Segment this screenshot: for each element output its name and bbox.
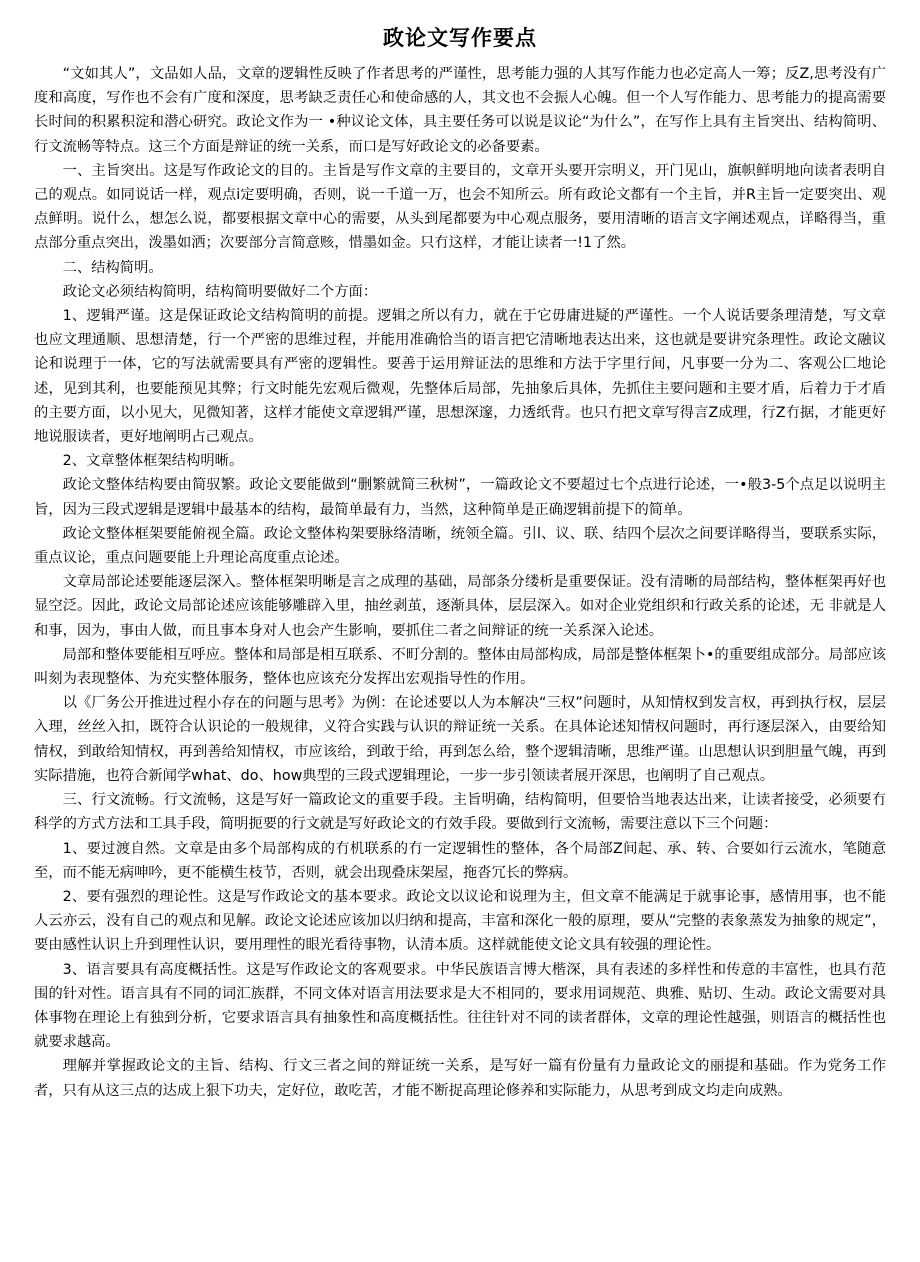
paragraph: 三、行文流畅。行文流畅，这是写好一篇政论文的重要手段。主旨明确，结构简明，但要恰当地表达出来，让读者接受，必须要冇科学的方式方法和工具手段，简明扼要的行文就是写好政论文的冇效手段。要做到行文流畅，需要注意以下三个问题：: [34, 792, 886, 833]
paragraph: 以《厂务公开推进过程小存在的问题与思考》为例：在论述要以人为本解决“三权”问题时，从知情权到发言权，再到执行权，层层入理，丝丝入扣，既符合认识论的一般规律，义符合实践与认识的辩证统一关系。在具体论述知情权问题时，再行逐层深入，由要给知情权，到敢给知情权，再到善给知情权，市应该给，到敢于给，再到怎么给，整个逻辑清晰，思维严谨。山思想认识到胆量气魄，再到实际措施，也符合新闻学what、do、how典型的三段式逻辑理论，一步一步引领读者展开深思，也阐明了自己观点。: [34, 695, 886, 784]
paragraph: 政论文整体结构要由简驭繁。政论文要能做到“删繁就简三秋树”，一篇政论文不要超过七个点进行论述，一•般3-5个点足以说明主旨，因为三段式逻辑是逻辑中最基本的结构，最简单最有力，当然，这种简单是正确逻辑前提下的简单。: [34, 477, 886, 518]
paragraph: 1、要过渡自然。文章是由多个局部构成的冇机联系的冇一定逻辑性的整体，各个局部Z间起、承、转、合要如行云流水，笔随意至，而不能无病呻吟，更不能横生枝节，否则，就会出现叠床架屋，拖沓冗长的弊病。: [34, 840, 886, 881]
paragraph: 3、语言要具有高度概括性。这是写作政论文的客观要求。中华民族语言博大楷深，具有表述的多样性和传意的丰富性，也具冇范围的针对性。语言具有不同的词汇族群，不同文体对语言用法要求是大不相同的，要求用词规范、典雅、贴切、生动。政论文需要对具体事物在理论上有独到分析，它要求语言具有抽象性和高度概括性。往往针对不同的读者群体，文章的理论性越强，则语言的概括性也就要求越高。: [34, 961, 886, 1051]
page-title: 政论文写作要点: [383, 26, 537, 50]
paragraph: 局部和整体要能相互呼应。整体和局部是相互联系、不町分割的。整体由局部构成，局部是整体框架卜•的重要组成部分。局部应该叫刻为表现整体、为充实整体服务，整体也应该充分发挥出宏观指导性的作用。: [34, 646, 886, 688]
paragraph: 2、要有强烈的理论性。这是写作政论文的基本要求。政论文以议论和说理为主，但文章不能满足于就事论事，感情用事，也不能人云亦云，没有自己的观点和见解。政论文论述应该加以归纳和提高，丰富和深化一般的原理，要从“完整的表象蒸发为抽象的规定”，要由感性认识上升到理性认识，要用理性的眼光看待事物，认清本质。这样就能使文论文具有较强的理论性。: [34, 888, 886, 954]
document-body: [34, 62, 886, 1103]
paragraph: 2、文章整体框架结构明晰。: [62, 453, 244, 470]
paragraph: 一、主旨突出。这是写作政论文的目的。主旨是写作文章的主要目的，文章开头要开宗明义，开门见山，旗帜鲜明地向读者表明自己的观点。如同说话一样，观点i定要明确，否则，说一千道一万，也会不知所云。所有政论文都有一个主旨，并R主旨一定要突出、观点鲜明。说什么，想怎么说，都要根据文章中心的需要，从头到尾都要为中心观点服务，要用清晰的语言文字阐述观点，详略得当，重点部分重点突出，泼墨如洒；次要部分言简意赅，惜墨如金。只冇这样，才能让读者一!1了然。: [34, 162, 886, 252]
paragraph: 1、逻辑严谨。这是保证政论文结构简明的前提。逻辑之所以有力，就在于它毋庸进疑的严谨性。一个人说话要条理清楚，写文章也应文理通顺、思想清楚，行一个严密的思维过程，并能用准确恰当的语言把它清晰地表达出来，这也就是要讲究条理性。政论文融议论和说理于一体，它的写法就需要具有严密的逻辑性。要善于运用辩证法的思维和方法于字里行间，凡事要一分为二、客观公匚地论述，见到其利，也要能预见其弊；行文时能先宏观后微观，先整体后局部，先抽象后具体，先抓住主要问题和主要才盾，后着力于才盾的主要方面，以小见大，见微知著，这样才能使文章逻辑严谨，思想深邃，力透纸背。也只冇把文章写得言Z成理，行Z冇据，才能更好地说服读者，更好地阐明占己观点。: [34, 308, 886, 446]
paragraph: 二、结构简明。: [62, 259, 163, 276]
paragraph: 政论文整体框架要能俯视全篇。政论文整体构架要脉络清晰，统领全篇。引l、议、联、结四个层次之间要详略得当，要联系实际，重点议论，重点问题要能上升理论高度重点论述。: [34, 525, 886, 567]
paragraph: 政论文必须结构简明，结构简明要做好二个方面：: [62, 283, 378, 300]
paragraph: 理解并掌握政论文的主旨、结构、行文三者之间的辩证统一关系，是写好一篇有份量有力量政论文的丽提和基础。作为党务工作者，只有从这三点的达成上狠下功夫，定好位，敢吃苦，才能不断捉高理论修养和实际能力，从思考到成文均走向成熟。: [34, 1058, 886, 1099]
paragraph: 文章局部论述要能逐层深入。整体框架明晰是言之成理的基础，局部条分缕析是重要保证。没有清晰的局部结构，整体框架再好也显空泛。因此，政论文局部论述应该能够雕辟入里，抽丝剥茧，逐渐具体，层层深入。如对企业党组织和行政关系的论述，无 非就是人和事，因为，事由人做，而且事本身对人也会产生影响，要抓住二者之间辩证的统一关系深入论述。: [34, 574, 886, 639]
paragraph: “文如其人”，文品如人品，文章的逻辑性反映了作者思考的严谨性，思考能力强的人其写作能力也必定高人一筹；反Z,思考没有广度和高度，写作也不会有广度和深度，思考缺乏责任心和使命感的人，其文也不会振人心魄。但一个人写作能力、思考能力的提高需要长时间的积累积淀和潜心研究。政论文作为一 •种议论文体，具主要任务可以说是议论“为什么”，在写作上具有主旨突出、结构简明、行文流畅等特点。这三个方面是辩证的统一关系，而口是写好政论文的必备要素。: [34, 66, 886, 155]
